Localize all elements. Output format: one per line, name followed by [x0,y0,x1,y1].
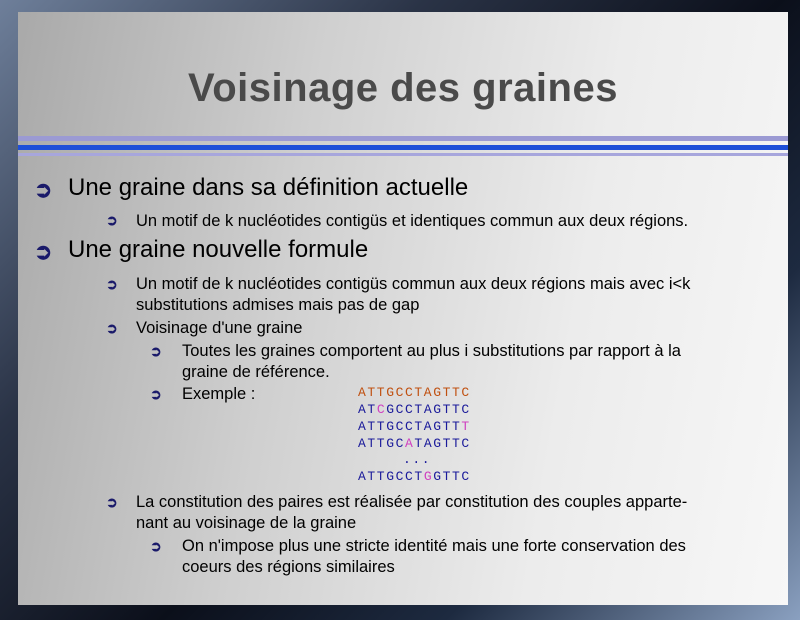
bullet-level2-line2: substitutions admises mais pas de gap [136,296,420,314]
circled-arrow-icon: ➲ [106,320,118,336]
slide-title: Voisinage des graines [188,66,618,110]
divider-bottom [18,153,788,156]
sequence-reference: ATTGCCTAGTTC [358,385,471,400]
bullet-level2: Un motif de k nucléotides contigüs et identiques commun aux deux régions. [136,212,689,230]
bullet-level3-line1: Toutes les graines comportent au plus i substitutions par rapport à la [182,342,681,360]
circled-arrow-icon: ➲ [150,538,162,554]
bullet-level2-line1: La constitution des paires est réalisée par constitution des couples apparte- [136,493,688,511]
bullet-level1: Une graine nouvelle formule [68,236,369,263]
bullet-level2-line1: Un motif de k nucléotides contigüs commun aux deux régions mais avec i<k [136,275,691,293]
divider-middle [18,145,788,150]
bullet-level2: Voisinage d'une graine [136,319,303,337]
sequence-ellipsis: ... [403,452,432,467]
bullet-level1: Une graine dans sa définition actuelle [68,174,469,201]
divider-top [18,136,788,141]
circled-arrow-icon: ➲ [106,212,118,228]
circled-arrow-icon: ➲ [150,343,162,359]
circled-arrow-icon: ➲ [34,239,53,264]
slide [18,12,788,605]
bullet-level3-line2: coeurs des régions similaires [182,558,395,576]
circled-arrow-icon: ➲ [150,386,162,402]
bullet-level3-line1: On n'impose plus une stricte identité mais une forte conservation des [182,537,686,555]
sequence-variant: ATTGCCTAGTTT [358,419,471,434]
circled-arrow-icon: ➲ [34,177,53,202]
circled-arrow-icon: ➲ [106,494,118,510]
sequence-variant: ATTGCATAGTTC [358,436,471,451]
sequence-variant: ATCGCCTAGTTC [358,402,471,417]
bullet-level2-line2: nant au voisinage de la graine [136,514,357,532]
circled-arrow-icon: ➲ [106,276,118,292]
bullet-level3-line2: graine de référence. [182,363,330,381]
sequence-variant: ATTGCCTGGTTC [358,469,471,484]
bullet-level3: Exemple : [182,385,256,403]
